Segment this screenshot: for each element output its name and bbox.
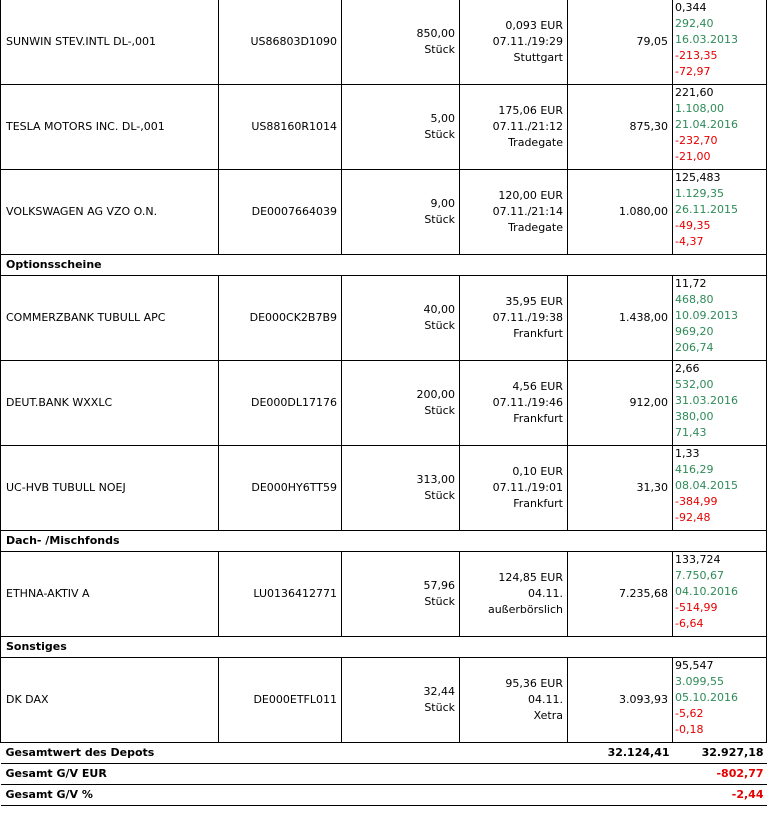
price: 0,093 EUR [505,19,563,32]
security-name: ETHNA-AKTIV A [1,552,219,637]
market-value: 875,30 [568,85,673,170]
position-row [1,552,767,637]
purchase-info-cell [673,446,767,531]
quantity-cell [342,170,460,255]
quantity: 57,96 [423,579,455,592]
trading-venue: Frankfurt [513,327,563,340]
isin: DE000ETFL011 [219,658,342,743]
quantity-cell [342,85,460,170]
quantity: 9,00 [430,197,455,210]
price: 175,06 EUR [498,104,563,117]
market-value: 912,00 [568,361,673,446]
position-row [1,85,767,170]
gain-loss-eur: 969,20 [675,325,714,338]
gain-loss-pct: -0,18 [675,723,704,736]
security-name: VOLKSWAGEN AG VZO O.N. [1,170,219,255]
isin: US86803D1090 [219,0,342,85]
quantity-unit: Stück [424,489,455,502]
section-title: Dach- /Mischfonds [1,531,767,552]
section-header-row [1,637,767,658]
price-cell [460,552,568,637]
gain-loss-eur: -232,70 [675,134,718,147]
purchase-value: 1.108,00 [675,102,724,115]
purchase-value: 416,29 [675,463,714,476]
purchase-price: 125,483 [675,171,721,184]
market-value: 3.093,93 [568,658,673,743]
trading-venue: Tradegate [508,136,563,149]
gain-loss-pct: 71,43 [675,426,707,439]
total-depot-value: 32.124,41 [568,743,673,764]
price-time: 07.11./19:01 [492,481,563,494]
total-gv-eur-row [1,764,767,785]
position-row [1,170,767,255]
price-cell [460,658,568,743]
isin: DE0007664039 [219,170,342,255]
position-row [1,361,767,446]
quantity-cell [342,0,460,85]
market-value: 1.438,00 [568,276,673,361]
gain-loss-eur: -49,35 [675,219,711,232]
quantity: 32,44 [423,685,455,698]
price-time: 07.11./19:46 [492,396,563,409]
purchase-date: 31.03.2016 [675,394,738,407]
price-time: 04.11. [528,587,563,600]
price-cell [460,170,568,255]
purchase-info-cell [673,170,767,255]
section-title: Optionsscheine [1,255,767,276]
purchase-info-cell [673,361,767,446]
purchase-date: 21.04.2016 [675,118,738,131]
price: 95,36 EUR [505,677,563,690]
purchase-price: 2,66 [675,362,700,375]
purchase-price: 0,344 [675,1,707,14]
total-depot-row [1,743,767,764]
section-title: Sonstiges [1,637,767,658]
market-value: 1.080,00 [568,170,673,255]
purchase-info-cell [673,85,767,170]
section-header-row [1,255,767,276]
purchase-price: 11,72 [675,277,707,290]
market-value: 79,05 [568,0,673,85]
position-row [1,658,767,743]
trading-venue: Stuttgart [513,51,563,64]
purchase-price: 133,724 [675,553,721,566]
purchase-value: 468,80 [675,293,714,306]
quantity-cell [342,552,460,637]
gain-loss-pct: -21,00 [675,150,711,163]
quantity: 850,00 [416,27,455,40]
price-cell [460,276,568,361]
quantity-cell [342,658,460,743]
trading-venue: Xetra [533,709,563,722]
quantity-unit: Stück [424,319,455,332]
position-row [1,446,767,531]
purchase-value: 292,40 [675,17,714,30]
trading-venue: Tradegate [508,221,563,234]
quantity: 200,00 [416,388,455,401]
price: 0,10 EUR [512,465,563,478]
quantity-unit: Stück [424,128,455,141]
quantity-cell [342,276,460,361]
purchase-date: 26.11.2015 [675,203,738,216]
purchase-value: 7.750,67 [675,569,724,582]
purchase-info-cell [673,0,767,85]
position-row [1,0,767,85]
gain-loss-pct: -72,97 [675,65,711,78]
price-cell [460,85,568,170]
security-name: DK DAX [1,658,219,743]
total-gv-pct-label: Gesamt G/V % [1,785,568,806]
gain-loss-eur: -5,62 [675,707,704,720]
quantity: 313,00 [416,473,455,486]
gain-loss-pct: -6,64 [675,617,704,630]
purchase-date: 08.04.2015 [675,479,738,492]
trading-venue: Frankfurt [513,412,563,425]
quantity: 40,00 [423,303,455,316]
purchase-value: 532,00 [675,378,714,391]
price: 124,85 EUR [498,571,563,584]
purchase-info-cell [673,276,767,361]
total-gv-eur-label: Gesamt G/V EUR [1,764,568,785]
purchase-date: 04.10.2016 [675,585,738,598]
purchase-info-cell [673,658,767,743]
position-row [1,276,767,361]
total-gv-pct-value: -2,44 [673,785,767,806]
purchase-price: 1,33 [675,447,700,460]
price-cell [460,446,568,531]
total-depot-label: Gesamtwert des Depots [1,743,568,764]
gain-loss-eur: 380,00 [675,410,714,423]
quantity: 5,00 [430,112,455,125]
gain-loss-eur: -213,35 [675,49,718,62]
security-name: TESLA MOTORS INC. DL-,001 [1,85,219,170]
isin: DE000DL17176 [219,361,342,446]
purchase-info-cell [673,552,767,637]
gain-loss-pct: -4,37 [675,235,704,248]
security-name: DEUT.BANK WXXLC [1,361,219,446]
total-gv-pct-row [1,785,767,806]
section-header-row [1,531,767,552]
quantity-unit: Stück [424,43,455,56]
trading-venue: Frankfurt [513,497,563,510]
price-time: 07.11./19:29 [492,35,563,48]
quantity-unit: Stück [424,213,455,226]
price: 4,56 EUR [512,380,563,393]
market-value: 7.235,68 [568,552,673,637]
market-value: 31,30 [568,446,673,531]
price-time: 04.11. [528,693,563,706]
quantity-cell [342,361,460,446]
quantity-unit: Stück [424,701,455,714]
quantity-unit: Stück [424,404,455,417]
purchase-date: 10.09.2013 [675,309,738,322]
purchase-price: 221,60 [675,86,714,99]
price-time: 07.11./21:12 [492,120,563,133]
price-cell [460,0,568,85]
trading-venue: außerbörslich [487,603,563,616]
purchase-value: 3.099,55 [675,675,724,688]
security-name: COMMERZBANK TUBULL APC [1,276,219,361]
security-name: SUNWIN STEV.INTL DL-,001 [1,0,219,85]
isin: DE000HY6TT59 [219,446,342,531]
price: 35,95 EUR [505,295,563,308]
isin: LU0136412771 [219,552,342,637]
isin: DE000CK2B7B9 [219,276,342,361]
total-depot-buy-value: 32.927,18 [673,743,767,764]
security-name: UC-HVB TUBULL NOEJ [1,446,219,531]
gain-loss-pct: -92,48 [675,511,711,524]
price: 120,00 EUR [498,189,563,202]
purchase-value: 1.129,35 [675,187,724,200]
price-time: 07.11./21:14 [492,205,563,218]
quantity-unit: Stück [424,595,455,608]
purchase-date: 05.10.2016 [675,691,738,704]
price-time: 07.11./19:38 [492,311,563,324]
total-gv-eur-value: -802,77 [673,764,767,785]
isin: US88160R1014 [219,85,342,170]
purchase-date: 16.03.2013 [675,33,738,46]
gain-loss-eur: -384,99 [675,495,718,508]
gain-loss-eur: -514,99 [675,601,718,614]
price-cell [460,361,568,446]
purchase-price: 95,547 [675,659,714,672]
gain-loss-pct: 206,74 [675,341,714,354]
quantity-cell [342,446,460,531]
